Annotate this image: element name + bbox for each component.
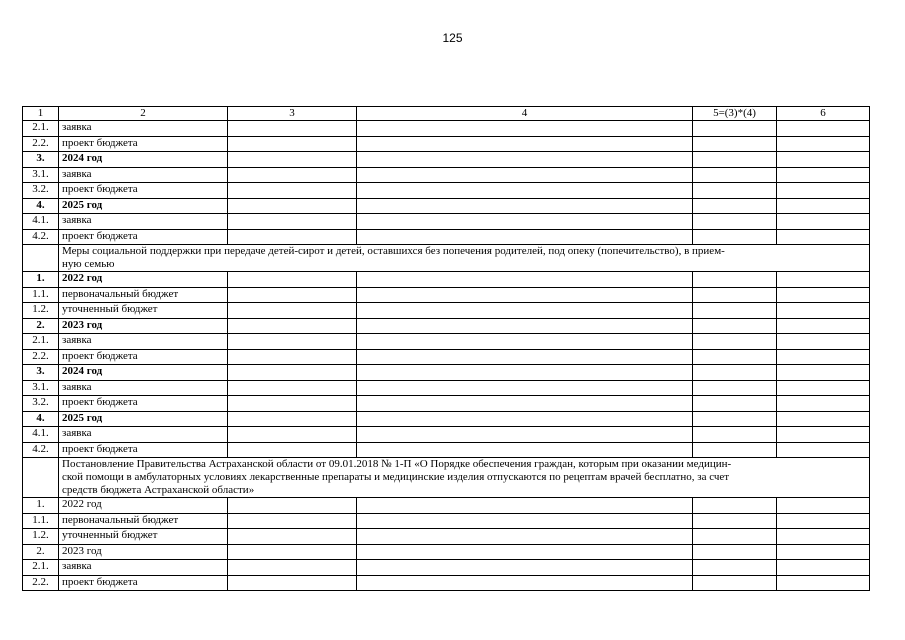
- empty-cell-col-5: [693, 121, 777, 137]
- row-label: первоначальный бюджет: [59, 513, 228, 529]
- row-label: заявка: [59, 167, 228, 183]
- empty-cell-col-3: [228, 411, 357, 427]
- empty-cell-col-6: [777, 513, 870, 529]
- empty-cell-col-6: [777, 365, 870, 381]
- header-col-6: 6: [777, 107, 870, 121]
- empty-cell-col-5: [693, 396, 777, 412]
- empty-cell-col-6: [777, 214, 870, 230]
- table-header-row: [23, 107, 870, 121]
- empty-cell-col-3: [228, 529, 357, 545]
- empty-cell-col-3: [228, 560, 357, 576]
- row-number: 4.2.: [23, 229, 59, 245]
- empty-cell-col-3: [228, 442, 357, 458]
- header-col-5: 5=(3)*(4): [693, 107, 777, 121]
- row-number: 1.1.: [23, 287, 59, 303]
- year-row: [23, 272, 870, 288]
- row-number: 3.1.: [23, 380, 59, 396]
- empty-cell-col-6: [777, 318, 870, 334]
- table-row: [23, 396, 870, 412]
- empty-cell-col-4: [357, 287, 693, 303]
- row-number: 4.1.: [23, 214, 59, 230]
- table-row: [23, 513, 870, 529]
- empty-cell-col-4: [357, 544, 693, 560]
- table-row: [23, 560, 870, 576]
- empty-cell-col-4: [357, 365, 693, 381]
- table-row: [23, 334, 870, 350]
- empty-cell-col-6: [777, 575, 870, 591]
- empty-cell-col-5: [693, 198, 777, 214]
- section-title-line: средств бюджета Астраханской области»: [62, 484, 255, 496]
- table-row: [23, 214, 870, 230]
- empty-cell-col-6: [777, 380, 870, 396]
- empty-cell-col-4: [357, 498, 693, 514]
- empty-cell-col-4: [357, 272, 693, 288]
- empty-cell-col-6: [777, 349, 870, 365]
- empty-cell-col-4: [357, 560, 693, 576]
- table-body: [23, 107, 870, 591]
- row-label: проект бюджета: [59, 229, 228, 245]
- empty-cell-col-3: [228, 349, 357, 365]
- row-label: заявка: [59, 214, 228, 230]
- empty-cell-col-5: [693, 411, 777, 427]
- empty-cell-col-3: [228, 183, 357, 199]
- empty-cell-col-6: [777, 229, 870, 245]
- table-row: [23, 575, 870, 591]
- empty-cell-col-4: [357, 513, 693, 529]
- empty-cell-col-5: [693, 442, 777, 458]
- empty-cell-col-5: [693, 152, 777, 168]
- row-number: 2.2.: [23, 575, 59, 591]
- empty-cell-col-6: [777, 198, 870, 214]
- empty-cell-col-6: [777, 183, 870, 199]
- empty-cell-col-5: [693, 214, 777, 230]
- row-number: 3.: [23, 152, 59, 168]
- empty-cell-col-6: [777, 544, 870, 560]
- empty-cell-col-3: [228, 272, 357, 288]
- empty-cell-col-6: [777, 287, 870, 303]
- empty-cell-col-6: [777, 560, 870, 576]
- year-row: [23, 411, 870, 427]
- empty-cell-col-4: [357, 411, 693, 427]
- row-number: 4.1.: [23, 427, 59, 443]
- empty-cell-col-5: [693, 272, 777, 288]
- empty-cell-col-3: [228, 318, 357, 334]
- empty-cell-col-3: [228, 365, 357, 381]
- row-number: 4.2.: [23, 442, 59, 458]
- table-row: [23, 380, 870, 396]
- empty-cell-col-4: [357, 396, 693, 412]
- empty-cell-col-5: [693, 229, 777, 245]
- row-number: 3.2.: [23, 183, 59, 199]
- empty-cell-col-6: [777, 498, 870, 514]
- row-number: 1.1.: [23, 513, 59, 529]
- row-label: 2025 год: [59, 411, 228, 427]
- section-num-cell: [23, 458, 59, 498]
- table-row: [23, 303, 870, 319]
- row-number: 2.1.: [23, 121, 59, 137]
- row-number: 1.: [23, 272, 59, 288]
- empty-cell-col-4: [357, 167, 693, 183]
- row-label: проект бюджета: [59, 349, 228, 365]
- empty-cell-col-3: [228, 121, 357, 137]
- row-number: 2.1.: [23, 334, 59, 350]
- empty-cell-col-6: [777, 121, 870, 137]
- empty-cell-col-4: [357, 214, 693, 230]
- row-number: 3.2.: [23, 396, 59, 412]
- row-label: 2024 год: [59, 152, 228, 168]
- row-label: уточненный бюджет: [59, 529, 228, 545]
- row-label: проект бюджета: [59, 575, 228, 591]
- row-number: 1.: [23, 498, 59, 514]
- year-row: [23, 198, 870, 214]
- empty-cell-col-5: [693, 365, 777, 381]
- empty-cell-col-4: [357, 152, 693, 168]
- row-number: 3.: [23, 365, 59, 381]
- empty-cell-col-4: [357, 380, 693, 396]
- table-row: [23, 136, 870, 152]
- empty-cell-col-4: [357, 318, 693, 334]
- empty-cell-col-3: [228, 380, 357, 396]
- empty-cell-col-5: [693, 575, 777, 591]
- row-label: 2023 год: [59, 544, 228, 560]
- empty-cell-col-6: [777, 136, 870, 152]
- empty-cell-col-3: [228, 214, 357, 230]
- empty-cell-col-5: [693, 380, 777, 396]
- empty-cell-col-5: [693, 349, 777, 365]
- empty-cell-col-6: [777, 442, 870, 458]
- empty-cell-col-3: [228, 396, 357, 412]
- empty-cell-col-3: [228, 229, 357, 245]
- empty-cell-col-5: [693, 498, 777, 514]
- empty-cell-col-4: [357, 334, 693, 350]
- empty-cell-col-3: [228, 152, 357, 168]
- empty-cell-col-6: [777, 529, 870, 545]
- section-title: [59, 245, 870, 272]
- empty-cell-col-3: [228, 198, 357, 214]
- row-number: 2.: [23, 318, 59, 334]
- empty-cell-col-4: [357, 198, 693, 214]
- header-col-2: 2: [59, 107, 228, 121]
- row-label: 2022 год: [59, 272, 228, 288]
- row-label: 2025 год: [59, 198, 228, 214]
- year-row: [23, 544, 870, 560]
- page-number: 125: [442, 31, 463, 45]
- empty-cell-col-3: [228, 334, 357, 350]
- empty-cell-col-5: [693, 513, 777, 529]
- empty-cell-col-5: [693, 287, 777, 303]
- empty-cell-col-4: [357, 183, 693, 199]
- row-number: 2.2.: [23, 349, 59, 365]
- empty-cell-col-6: [777, 167, 870, 183]
- empty-cell-col-4: [357, 529, 693, 545]
- empty-cell-col-5: [693, 167, 777, 183]
- section-title-row: [23, 458, 870, 498]
- empty-cell-col-5: [693, 303, 777, 319]
- table-row: [23, 183, 870, 199]
- row-number: 2.: [23, 544, 59, 560]
- row-label: проект бюджета: [59, 136, 228, 152]
- empty-cell-col-3: [228, 575, 357, 591]
- empty-cell-col-3: [228, 427, 357, 443]
- budget-table: [22, 106, 870, 591]
- empty-cell-col-3: [228, 136, 357, 152]
- row-number: 2.1.: [23, 560, 59, 576]
- empty-cell-col-5: [693, 183, 777, 199]
- empty-cell-col-6: [777, 396, 870, 412]
- table-row: [23, 529, 870, 545]
- header-col-3: 3: [228, 107, 357, 121]
- row-label: заявка: [59, 334, 228, 350]
- year-row: [23, 318, 870, 334]
- table-row: [23, 427, 870, 443]
- empty-cell-col-4: [357, 442, 693, 458]
- empty-cell-col-3: [228, 513, 357, 529]
- section-title-line: Меры социальной поддержки при передаче детей-сирот и детей, оставшихся без попечения родителей, под опеку (попечительство), в прием-: [62, 245, 725, 257]
- empty-cell-col-6: [777, 411, 870, 427]
- row-number: 1.2.: [23, 303, 59, 319]
- year-row: [23, 152, 870, 168]
- section-title: [59, 458, 870, 498]
- year-row: [23, 498, 870, 514]
- table-row: [23, 287, 870, 303]
- empty-cell-col-3: [228, 303, 357, 319]
- header-col-1: 1: [23, 107, 59, 121]
- row-number: 3.1.: [23, 167, 59, 183]
- empty-cell-col-4: [357, 136, 693, 152]
- empty-cell-col-5: [693, 427, 777, 443]
- empty-cell-col-5: [693, 318, 777, 334]
- empty-cell-col-3: [228, 167, 357, 183]
- empty-cell-col-6: [777, 303, 870, 319]
- empty-cell-col-4: [357, 229, 693, 245]
- row-label: заявка: [59, 427, 228, 443]
- row-label: проект бюджета: [59, 396, 228, 412]
- section-title-row: [23, 245, 870, 272]
- year-row: [23, 365, 870, 381]
- empty-cell-col-4: [357, 427, 693, 443]
- table-row: [23, 121, 870, 137]
- empty-cell-col-5: [693, 544, 777, 560]
- empty-cell-col-6: [777, 152, 870, 168]
- row-number: 4.: [23, 411, 59, 427]
- section-num-cell: [23, 245, 59, 272]
- empty-cell-col-5: [693, 136, 777, 152]
- row-label: первоначальный бюджет: [59, 287, 228, 303]
- row-number: 4.: [23, 198, 59, 214]
- section-title-line: ской помощи в амбулаторных условиях лекарственные препараты и медицинские изделия отпускаются по рецептам врачей бесплатно, за счет: [62, 471, 730, 483]
- row-label: заявка: [59, 560, 228, 576]
- table-row: [23, 442, 870, 458]
- section-title-line: ную семью: [62, 258, 115, 270]
- row-label: проект бюджета: [59, 183, 228, 199]
- empty-cell-col-4: [357, 303, 693, 319]
- row-label: проект бюджета: [59, 442, 228, 458]
- empty-cell-col-4: [357, 349, 693, 365]
- row-label: 2023 год: [59, 318, 228, 334]
- empty-cell-col-5: [693, 560, 777, 576]
- empty-cell-col-3: [228, 544, 357, 560]
- empty-cell-col-4: [357, 121, 693, 137]
- row-label: 2024 год: [59, 365, 228, 381]
- section-title-line: Постановление Правительства Астраханской области от 09.01.2018 № 1-П «О Порядке обеспечения граждан, которым при оказании медицин-: [62, 458, 732, 470]
- empty-cell-col-3: [228, 287, 357, 303]
- table-row: [23, 349, 870, 365]
- row-label: заявка: [59, 380, 228, 396]
- empty-cell-col-5: [693, 334, 777, 350]
- row-number: 1.2.: [23, 529, 59, 545]
- empty-cell-col-4: [357, 575, 693, 591]
- empty-cell-col-6: [777, 334, 870, 350]
- empty-cell-col-6: [777, 272, 870, 288]
- row-label: заявка: [59, 121, 228, 137]
- empty-cell-col-6: [777, 427, 870, 443]
- row-number: 2.2.: [23, 136, 59, 152]
- empty-cell-col-3: [228, 498, 357, 514]
- row-label: уточненный бюджет: [59, 303, 228, 319]
- table-row: [23, 167, 870, 183]
- header-col-4: 4: [357, 107, 693, 121]
- empty-cell-col-5: [693, 529, 777, 545]
- row-label: 2022 год: [59, 498, 228, 514]
- table-row: [23, 229, 870, 245]
